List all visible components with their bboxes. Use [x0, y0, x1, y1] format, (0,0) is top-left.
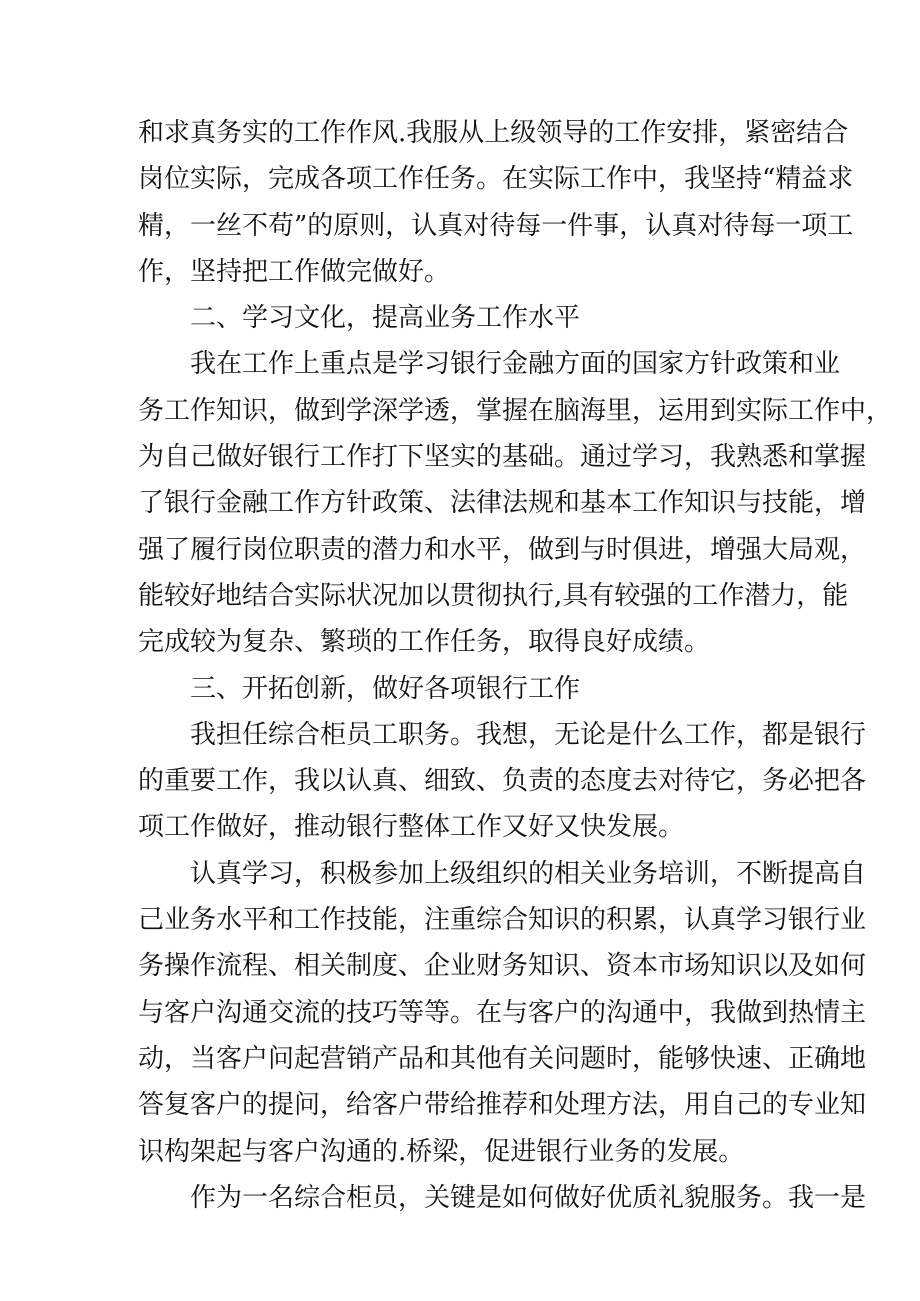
text-line: 我担任综合柜员工职务。我想，无论是什么工作，都是银行: [190, 719, 867, 750]
text-line: 的重要工作，我以认真、细致、负责的态度去对待它，务必把各: [138, 766, 867, 797]
text-line: 能较好地结合实际状况加以贯彻执行,具有较强的工作潜力，能: [138, 580, 849, 611]
text-line: 项工作做好，推动银行整体工作又好又快发展。: [138, 812, 685, 843]
text-line: 完成较为复杂、繁琐的工作任务，取得良好成绩。: [138, 627, 711, 658]
text-line: 与客户沟通交流的技巧等等。在与客户的沟通中，我做到热情主: [138, 997, 867, 1028]
text-line: 我在工作上重点是学习银行金融方面的国家方针政策和业: [190, 349, 841, 380]
text-line: 动，当客户问起营销产品和其他有关问题时，能够快速、正确地: [138, 1043, 867, 1074]
text-line: 作，坚持把工作做完做好。: [138, 256, 451, 287]
section-heading: 三、开拓创新，做好各项银行工作: [190, 673, 581, 704]
text-line: 务工作知识，做到学深学透，掌握在脑海里，运用到实际工作中，: [138, 395, 893, 426]
text-line: 了银行金融工作方针政策、法律法规和基本工作知识与技能，增: [138, 488, 867, 519]
text-line: 务操作流程、相关制度、企业财务知识、资本市场知识以及如何: [138, 951, 867, 982]
text-line: 识构架起与客户沟通的.桥梁，促进银行业务的发展。: [138, 1136, 745, 1167]
text-line: 强了履行岗位职责的潜力和水平，做到与时俱进，增强大局观，: [138, 534, 867, 565]
text-line: 己业务水平和工作技能，注重综合知识的积累，认真学习银行业: [138, 905, 867, 936]
text-line: 精，一丝不苟”的原则，认真对待每一件事，认真对待每一项工: [138, 210, 854, 241]
section-heading: 二、学习文化，提高业务工作水平: [190, 303, 581, 334]
text-line: 答复客户的提问，给客户带给推荐和处理方法，用自己的专业知: [138, 1090, 867, 1121]
text-line: 岗位实际，完成各项工作任务。在实际工作中，我坚持“精益求: [138, 164, 854, 195]
text-line: 作为一名综合柜员，关键是如何做好优质礼貌服务。我一是: [190, 1182, 867, 1213]
text-line: 认真学习，积极参加上级组织的相关业务培训，不断提高自: [190, 858, 867, 889]
text-line: 为自己做好银行工作打下坚实的基础。通过学习，我熟悉和掌握: [138, 442, 867, 473]
text-line: 和求真务实的工作作风.我服从上级领导的工作安排，紧密结合: [138, 118, 849, 148]
body-text: [138, 110, 893, 1221]
